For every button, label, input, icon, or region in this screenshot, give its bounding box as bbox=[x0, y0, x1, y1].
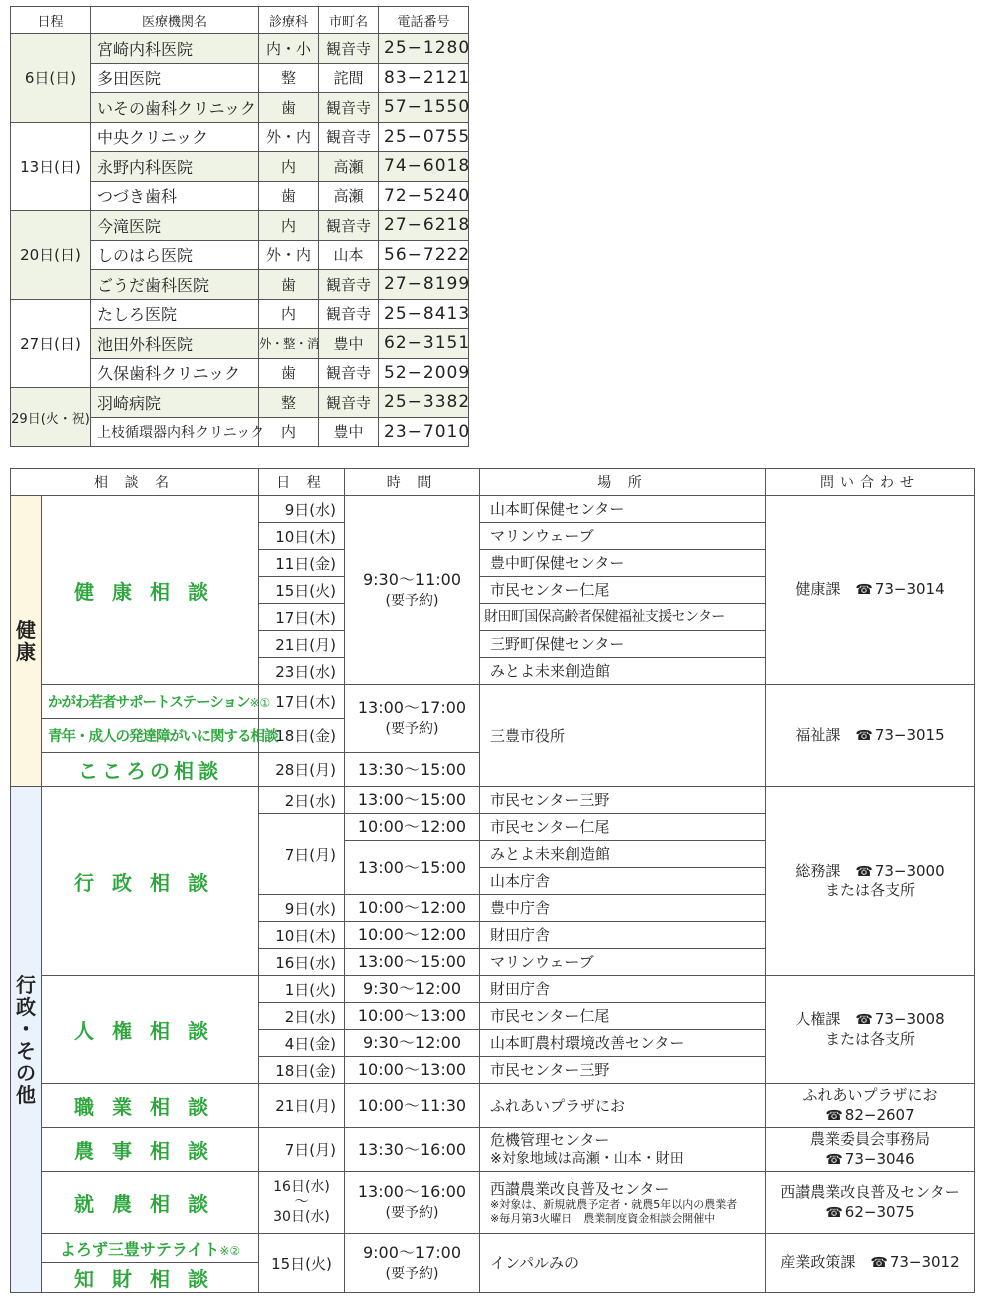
phone-icon: ☎ bbox=[855, 727, 873, 744]
clinic-name: たしろ医院 bbox=[91, 299, 259, 329]
table-row bbox=[11, 1234, 975, 1263]
table-header-row bbox=[11, 7, 469, 34]
city: 高瀬 bbox=[319, 181, 379, 211]
place: 三豊市役所 bbox=[480, 685, 766, 787]
phone: 25−3382 bbox=[379, 388, 469, 418]
clinic-name: 宮崎内科医院 bbox=[91, 34, 259, 64]
date: 2日(水) bbox=[259, 1003, 345, 1030]
date: 15日(火) bbox=[259, 577, 345, 604]
date: 4日(金) bbox=[259, 1030, 345, 1057]
city: 観音寺 bbox=[319, 299, 379, 329]
table-row bbox=[11, 787, 975, 814]
date: 18日(金) bbox=[259, 719, 345, 753]
table-row bbox=[11, 496, 975, 523]
phone: 27−6218 bbox=[379, 211, 469, 241]
date: 9日(水) bbox=[259, 496, 345, 523]
phone: 27−8199 bbox=[379, 270, 469, 300]
dept: 歯 bbox=[259, 270, 319, 300]
category-health: 健 康 bbox=[11, 496, 42, 787]
place: 財田町国保高齢者保健福祉支援センター bbox=[480, 604, 766, 631]
dept: 外・内 bbox=[259, 240, 319, 270]
phone: 57−1550 bbox=[379, 93, 469, 123]
table-row bbox=[11, 211, 469, 241]
time: 10:00〜13:00 bbox=[345, 1003, 480, 1030]
date: 7日(月) bbox=[259, 814, 345, 895]
dept: 整 bbox=[259, 63, 319, 93]
header-date: 日 程 bbox=[259, 469, 345, 496]
day-cell: 29日(火・祝) bbox=[11, 388, 91, 447]
date: 15日(火) bbox=[259, 1234, 345, 1293]
date: 17日(木) bbox=[259, 604, 345, 631]
dept: 内 bbox=[259, 299, 319, 329]
consult-name-health: 健康相談 bbox=[42, 496, 259, 685]
city: 詫間 bbox=[319, 63, 379, 93]
date: 16日(水) bbox=[259, 949, 345, 976]
contact-cell: 農業委員会事務局 ☎ 73−3046 bbox=[766, 1128, 975, 1172]
clinic-name: 多田医院 bbox=[91, 63, 259, 93]
time: 9:30〜12:00 bbox=[345, 976, 480, 1003]
table-row bbox=[11, 388, 469, 418]
consult-name-noji: 農事相談 bbox=[42, 1128, 259, 1172]
dept: 歯 bbox=[259, 93, 319, 123]
header-city: 市町名 bbox=[319, 7, 379, 34]
time: 10:00〜12:00 bbox=[345, 814, 480, 841]
date: 21日(月) bbox=[259, 631, 345, 658]
time-cell: 13:00〜16:00 (要予約) bbox=[345, 1172, 480, 1234]
time: 10:00〜11:30 bbox=[345, 1084, 480, 1128]
header-contact: 問い合わせ bbox=[766, 469, 975, 496]
city: 観音寺 bbox=[319, 93, 379, 123]
phone: 25−1280 bbox=[379, 34, 469, 64]
place: 豊中町保健センター bbox=[480, 550, 766, 577]
contact-cell: 産業政策課 ☎ 73−3012 bbox=[766, 1234, 975, 1293]
header-consult-name: 相 談 名 bbox=[11, 469, 259, 496]
city: 観音寺 bbox=[319, 211, 379, 241]
phone: 56−7222 bbox=[379, 240, 469, 270]
date: 23日(水) bbox=[259, 658, 345, 685]
time-cell: 13:00〜17:00 (要予約) bbox=[345, 685, 480, 753]
city: 山本 bbox=[319, 240, 379, 270]
place: 豊中庁舎 bbox=[480, 895, 766, 922]
time: 13:00〜15:00 bbox=[345, 949, 480, 976]
place: ふれあいプラザにお bbox=[480, 1084, 766, 1128]
phone: 52−2009 bbox=[379, 358, 469, 388]
place-cell: 西讃農業改良普及センター ※対象は、新規就農予定者・就農5年以内の農業者 ※毎月第3火曜日 農業制度資金相談会開催中 bbox=[480, 1172, 766, 1234]
place: マリンウェーブ bbox=[480, 949, 766, 976]
table-row bbox=[11, 122, 469, 152]
dept: 内 bbox=[259, 417, 319, 447]
clinic-name: ごうだ歯科医院 bbox=[91, 270, 259, 300]
phone: 83−2121 bbox=[379, 63, 469, 93]
contact-cell: 健康課 ☎ 73−3014 bbox=[766, 496, 975, 685]
table-row bbox=[11, 685, 975, 719]
contact-cell: 総務課 ☎ 73−3000 または各支所 bbox=[766, 787, 975, 976]
dept: 内 bbox=[259, 211, 319, 241]
consult-name-shokugyo: 職業相談 bbox=[42, 1084, 259, 1128]
date: 18日(金) bbox=[259, 1057, 345, 1084]
city: 豊中 bbox=[319, 417, 379, 447]
dept: 整 bbox=[259, 388, 319, 418]
header-date: 日程 bbox=[11, 7, 91, 34]
dept: 歯 bbox=[259, 358, 319, 388]
table-row bbox=[11, 299, 469, 329]
place: 市民センター三野 bbox=[480, 787, 766, 814]
city: 高瀬 bbox=[319, 152, 379, 182]
city: 観音寺 bbox=[319, 34, 379, 64]
time: 9:30〜12:00 bbox=[345, 1030, 480, 1057]
consult-name-developmental: 青年・成人の発達障がいに関する相談 bbox=[42, 719, 259, 753]
table-row bbox=[11, 1084, 975, 1128]
header-dept: 診療科 bbox=[259, 7, 319, 34]
consult-name-jinken: 人権相談 bbox=[42, 976, 259, 1084]
time: 10:00〜12:00 bbox=[345, 922, 480, 949]
time: 10:00〜13:00 bbox=[345, 1057, 480, 1084]
day-cell: 27日(日) bbox=[11, 299, 91, 388]
city: 観音寺 bbox=[319, 388, 379, 418]
table-row bbox=[11, 1172, 975, 1234]
time: 13:30〜15:00 bbox=[345, 753, 480, 787]
header-time: 時 間 bbox=[345, 469, 480, 496]
place: マリンウェーブ bbox=[480, 523, 766, 550]
place: 三野町保健センター bbox=[480, 631, 766, 658]
dept: 外・内 bbox=[259, 122, 319, 152]
time: 13:00〜15:00 bbox=[345, 787, 480, 814]
time-cell: 9:00〜17:00 (要予約) bbox=[345, 1234, 480, 1293]
place: 市民センター仁尾 bbox=[480, 814, 766, 841]
consult-name-kokoro: こころの相談 bbox=[42, 753, 259, 787]
clinic-name: つづき歯科 bbox=[91, 181, 259, 211]
day-cell: 6日(日) bbox=[11, 34, 91, 123]
city: 豊中 bbox=[319, 329, 379, 359]
date: 17日(木) bbox=[259, 685, 345, 719]
phone: 74−6018 bbox=[379, 152, 469, 182]
place: 市民センター三野 bbox=[480, 1057, 766, 1084]
phone-icon: ☎ bbox=[855, 863, 873, 880]
consult-name-chizai: 知財相談 bbox=[42, 1263, 259, 1293]
place: みとよ未来創造館 bbox=[480, 841, 766, 868]
date-range: 16日(水) 〜 30日(水) bbox=[259, 1172, 345, 1234]
date: 21日(月) bbox=[259, 1084, 345, 1128]
date: 9日(水) bbox=[259, 895, 345, 922]
table-row bbox=[11, 34, 469, 64]
clinic-name: いその歯科クリニック bbox=[91, 93, 259, 123]
consult-name-shuno: 就農相談 bbox=[42, 1172, 259, 1234]
holiday-clinic-table bbox=[10, 6, 469, 447]
date: 10日(木) bbox=[259, 523, 345, 550]
date: 10日(木) bbox=[259, 922, 345, 949]
place: 財田庁舎 bbox=[480, 922, 766, 949]
phone: 25−0755 bbox=[379, 122, 469, 152]
phone-icon: ☎ bbox=[825, 1107, 843, 1124]
phone: 62−3151 bbox=[379, 329, 469, 359]
place: みとよ未来創造館 bbox=[480, 658, 766, 685]
clinic-name: しのはら医院 bbox=[91, 240, 259, 270]
consult-name-gyosei: 行政相談 bbox=[42, 787, 259, 976]
consult-name-youth-support: かがわ若者サポートステーション※① bbox=[42, 685, 259, 719]
place: 財田庁舎 bbox=[480, 976, 766, 1003]
place: インパルみの bbox=[480, 1234, 766, 1293]
city: 観音寺 bbox=[319, 122, 379, 152]
time-cell: 9:30〜11:00 (要予約) bbox=[345, 496, 480, 685]
header-place: 場 所 bbox=[480, 469, 766, 496]
place: 山本町保健センター bbox=[480, 496, 766, 523]
phone-icon: ☎ bbox=[855, 582, 873, 599]
date: 1日(火) bbox=[259, 976, 345, 1003]
date: 11日(金) bbox=[259, 550, 345, 577]
time: 13:30〜16:00 bbox=[345, 1128, 480, 1172]
clinic-name: 羽崎病院 bbox=[91, 388, 259, 418]
phone: 23−7010 bbox=[379, 417, 469, 447]
clinic-name: 上枝循環器内科クリニック bbox=[91, 417, 259, 447]
clinic-name: 久保歯科クリニック bbox=[91, 358, 259, 388]
consultation-table bbox=[10, 468, 975, 1293]
dept: 外・整・消 bbox=[259, 329, 319, 359]
phone-icon: ☎ bbox=[825, 1151, 843, 1168]
category-admin-other: 行 政 ・ そ の 他 bbox=[11, 787, 42, 1293]
city: 観音寺 bbox=[319, 358, 379, 388]
date: 2日(水) bbox=[259, 787, 345, 814]
header-clinic: 医療機関名 bbox=[91, 7, 259, 34]
contact-cell: 人権課 ☎ 73−3008 または各支所 bbox=[766, 976, 975, 1084]
dept: 内 bbox=[259, 152, 319, 182]
date: 28日(月) bbox=[259, 753, 345, 787]
day-cell: 13日(日) bbox=[11, 122, 91, 211]
clinic-name: 中央クリニック bbox=[91, 122, 259, 152]
time: 13:00〜15:00 bbox=[345, 841, 480, 895]
place: 山本庁舎 bbox=[480, 868, 766, 895]
table-header-row bbox=[11, 469, 975, 496]
clinic-name: 今滝医院 bbox=[91, 211, 259, 241]
contact-cell: ふれあいプラザにお ☎ 82−2607 bbox=[766, 1084, 975, 1128]
phone: 72−5240 bbox=[379, 181, 469, 211]
place: 山本町農村環境改善センター bbox=[480, 1030, 766, 1057]
contact-cell: 福祉課 ☎ 73−3015 bbox=[766, 685, 975, 787]
clinic-name: 永野内科医院 bbox=[91, 152, 259, 182]
date: 7日(月) bbox=[259, 1128, 345, 1172]
dept: 内・小 bbox=[259, 34, 319, 64]
table-row bbox=[11, 976, 975, 1003]
time: 10:00〜12:00 bbox=[345, 895, 480, 922]
dept: 歯 bbox=[259, 181, 319, 211]
place: 市民センター仁尾 bbox=[480, 1003, 766, 1030]
day-cell: 20日(日) bbox=[11, 211, 91, 300]
phone: 25−8413 bbox=[379, 299, 469, 329]
consult-name-yorozu: よろず三豊サテライト※② bbox=[42, 1234, 259, 1263]
phone-icon: ☎ bbox=[870, 1255, 888, 1272]
header-phone: 電話番号 bbox=[379, 7, 469, 34]
contact-cell: 西讃農業改良普及センター ☎ 62−3075 bbox=[766, 1172, 975, 1234]
phone-icon: ☎ bbox=[855, 1012, 873, 1028]
clinic-name: 池田外科医院 bbox=[91, 329, 259, 359]
place: 市民センター仁尾 bbox=[480, 577, 766, 604]
city: 観音寺 bbox=[319, 270, 379, 300]
table-row bbox=[11, 1128, 975, 1172]
place-cell: 危機管理センター ※対象地域は高瀬・山本・財田 bbox=[480, 1128, 766, 1172]
phone-icon: ☎ bbox=[825, 1204, 843, 1221]
